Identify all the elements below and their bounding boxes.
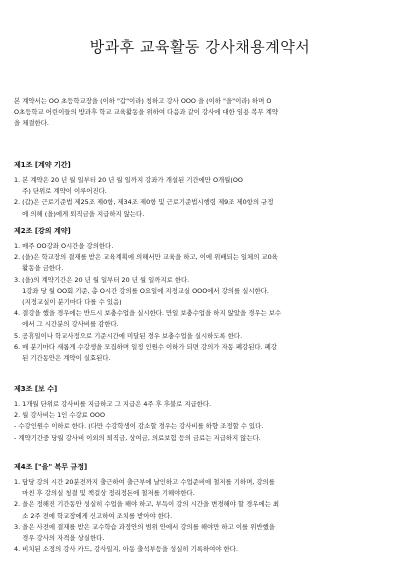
- section-4: [14, 462, 388, 555]
- item-line: 에 의해 (을)에게 퇴직금을 지급하지 않는다.: [22, 209, 145, 218]
- section-heading: 제4조 ["을" 복무 규정]: [14, 463, 88, 471]
- item-line: 을은 정해진 기간동안 성실히 수업을 해야 하고, 부득이 강의 시간을 변경해야 할 경우에는 최: [22, 500, 279, 509]
- item-line: 마친 후 강의실 청결 및 책걸상 정리정돈에 철저를 기해야한다.: [22, 489, 195, 498]
- item-line: 수강인원수 이하로 한다. (다만 수강학생이 감소할 경우는 강사비를 하향 조정할 수 있다.: [18, 422, 264, 431]
- section-2: [14, 226, 388, 364]
- item-line: 소 2주 전에 학교장에게 신고하여 조치를 받아야 한다.: [22, 511, 173, 520]
- list-item: [14, 544, 388, 555]
- item-number: 2.: [14, 198, 23, 207]
- section-3: [14, 384, 388, 444]
- item-line: 매 분기마다 새롭게 수강생을 모집하며 일정 인원수 이하가 되면 강의가 자동 폐강된다. 폐강: [22, 342, 277, 351]
- item-line: 활동을 금한다.: [22, 264, 64, 273]
- item-line: (을)의 계약기간은 20 년 월 일부터 20 년 월 일까지로 한다.: [22, 275, 190, 284]
- item-line: (지정교실이 분기마다 다를 수 있음): [22, 298, 122, 307]
- item-number: 6.: [14, 342, 23, 351]
- section-heading: 제3조 [보 수]: [14, 385, 58, 393]
- section-1: [14, 160, 388, 220]
- item-number: 3.: [14, 275, 23, 284]
- intro-line: 본 계약서는 OO 초등학교장을 (이하 "갑"이라) 칭하고 강사 OOO 을 (이하 "을"이라) 하며 O: [14, 97, 272, 105]
- section-heading: 제2조 [강의 계약]: [14, 227, 71, 235]
- item-number: 2.: [14, 411, 23, 420]
- item-number: -: [14, 433, 19, 442]
- list-item: [14, 499, 388, 521]
- section-heading: 제1조 [계약 기간]: [14, 161, 71, 169]
- item-line: 1개월 단위로 강사비를 지급하고 그 지급은 4주 후 후불로 지급한다.: [22, 400, 212, 408]
- list-item: [14, 175, 388, 197]
- item-line: 주) 단위로 계약이 이루어진다.: [22, 187, 107, 196]
- item-number: -: [14, 422, 19, 431]
- item-number: 4.: [14, 309, 23, 318]
- list-item: [14, 410, 388, 421]
- list-item: [14, 342, 388, 364]
- item-line: 된 기간동안은 계약이 실효된다.: [22, 354, 111, 363]
- item-line: (갑)은 근로기준법 제25조 제0항, 제34조 제0항 및 근로기준법시행령 제9조 제0항의 규정: [22, 198, 274, 207]
- list-item: [14, 477, 388, 499]
- intro-paragraph: [14, 96, 388, 130]
- item-line: 을은 사전에 결재를 받은 교수학습 과정안의 범위 안에서 강의를 해야만 하고 이를 위반했을: [22, 522, 275, 531]
- item-line: (을)은 학교장의 결재를 받은 교육계획에 의해서만 교육을 하고, 이에 위배되는 일체의 교0육: [22, 253, 278, 262]
- item-line: 계약기간중 당월 강사비 이외의 퇴직금, 상여금, 의료보험 등의 금료는 지급하지 않는다.: [18, 433, 261, 442]
- item-number: 5.: [14, 331, 23, 340]
- list-item: [14, 522, 388, 544]
- item-line: 월 강사비는 1인 수강료 OOO: [22, 411, 105, 420]
- item-number: 1.: [14, 400, 23, 408]
- item-number: 1.: [14, 242, 23, 250]
- item-line: 비치된 소정의 강사 카드, 강사일지, 아동 출석부등을 성실히 기록하여야 한다.: [22, 545, 238, 554]
- item-number: 4.: [14, 545, 23, 554]
- item-line: 본 계약은 20 년 월 일부터 20 년 월 일까지 강좌가 개설된 기간에만 O개월(OO: [22, 176, 243, 184]
- list-item: [14, 197, 388, 219]
- intro-line: 을 체결한다.: [14, 119, 49, 128]
- item-line: 1강좌 당 월 OO회 기준, 총 O시간 강의를 O요일에 지정교실 OOO에서 강의를 실시한다.: [22, 286, 269, 295]
- item-number: 2.: [14, 500, 23, 509]
- list-item: [14, 241, 388, 252]
- item-number: 3.: [14, 522, 23, 531]
- item-line: 매주 OO강좌 O시간을 강의한다.: [22, 242, 114, 250]
- item-line: 에서 그 시간분의 강사비를 감한다.: [22, 320, 119, 329]
- list-item: [14, 433, 388, 444]
- item-line: 담당 강의 시간 20분전까지 출근하여 출근부에 날인하고 수업준비에 철저를 기하며, 강의를: [22, 478, 275, 486]
- item-line: 경우 강사의 자격을 상실한다.: [22, 534, 105, 543]
- list-item: [14, 331, 388, 342]
- document-title: 방과후 교육활동 강사채용계약서: [89, 38, 311, 56]
- list-item: [14, 308, 388, 330]
- item-line: 결강을 했을 경우에는 반드시 보충수업을 실시한다. 만일 보충수업을 하지 않았을 경우는 보수: [22, 309, 282, 318]
- item-line: 공휴일이나 학교사정으로 기준시간에 미달된 경우 보충수업을 실시하도록 한다.: [22, 331, 243, 340]
- intro-line: O초등학교 어린이들의 방과후 학교 교육활동을 위하여 다음과 같이 강사에 대한 임용 복무 계약: [14, 108, 278, 117]
- list-item: [14, 275, 388, 309]
- item-number: 2.: [14, 253, 23, 262]
- list-item: [14, 421, 388, 432]
- item-number: 1.: [14, 478, 23, 486]
- list-item: [14, 252, 388, 274]
- item-number: 1.: [14, 176, 23, 184]
- list-item: [14, 399, 388, 410]
